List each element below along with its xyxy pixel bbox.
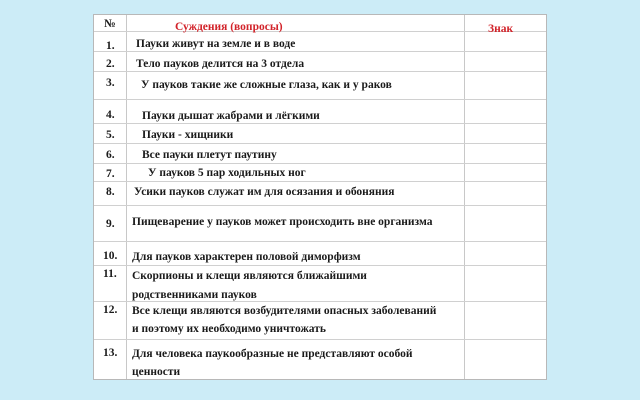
statement-text: Скорпионы и клещи являются ближайшими [132,270,367,282]
row-divider [94,339,546,340]
row-number: 8. [106,186,115,198]
row-number: 4. [106,109,115,121]
header-sign: Знак [488,23,514,35]
row-divider [94,31,546,32]
row-number: 2. [106,58,115,70]
row-divider [94,163,546,164]
column-divider-num [126,15,127,379]
statement-text: Все клещи являются возбудителями опасных заболеваний [132,305,437,317]
row-number: 6. [106,149,115,161]
row-number: 11. [103,268,117,280]
statement-text: Пауки живут на земле и в воде [136,38,296,50]
statement-text: Тело пауков делится на 3 отдела [136,58,305,70]
row-divider [94,241,546,242]
statement-text: ценности [132,366,181,378]
statement-text: родственниками пауков [132,289,257,301]
row-number: 7. [106,168,115,180]
row-divider [94,71,546,72]
row-divider [94,99,546,100]
statement-text: Для человека паукообразные не представляют особой [132,348,413,360]
row-number: 10. [103,250,118,262]
column-divider-sign [464,15,465,379]
row-number: 9. [106,218,115,230]
statement-text: Пищеварение у пауков может происходить вне организма [132,216,433,228]
row-divider [94,181,546,182]
statement-text: Пауки дышат жабрами и лёгкими [142,110,320,122]
statement-text: У пауков 5 пар ходильных ног [148,167,306,179]
statement-text: Для пауков характерен половой диморфизм [132,251,361,263]
row-divider [94,123,546,124]
statement-text: Пауки - хищники [142,129,234,141]
statement-text: Усики пауков служат им для осязания и обоняния [134,186,395,198]
row-divider [94,205,546,206]
row-divider [94,265,546,266]
statement-text: У пауков такие же сложные глаза, как и у раков [141,79,392,91]
row-number: 5. [106,129,115,141]
row-number: 1. [106,40,115,52]
row-number: 12. [103,304,118,316]
row-number: 13. [103,347,118,359]
row-divider [94,51,546,52]
statements-table [93,14,547,380]
row-number: 3. [106,77,115,89]
header-statements: Суждения (вопросы) [175,21,283,33]
statement-text: и поэтому их необходимо уничтожать [132,323,326,335]
row-divider [94,143,546,144]
header-number: № [104,18,116,30]
statement-text: Все пауки плетут паутину [142,149,277,161]
